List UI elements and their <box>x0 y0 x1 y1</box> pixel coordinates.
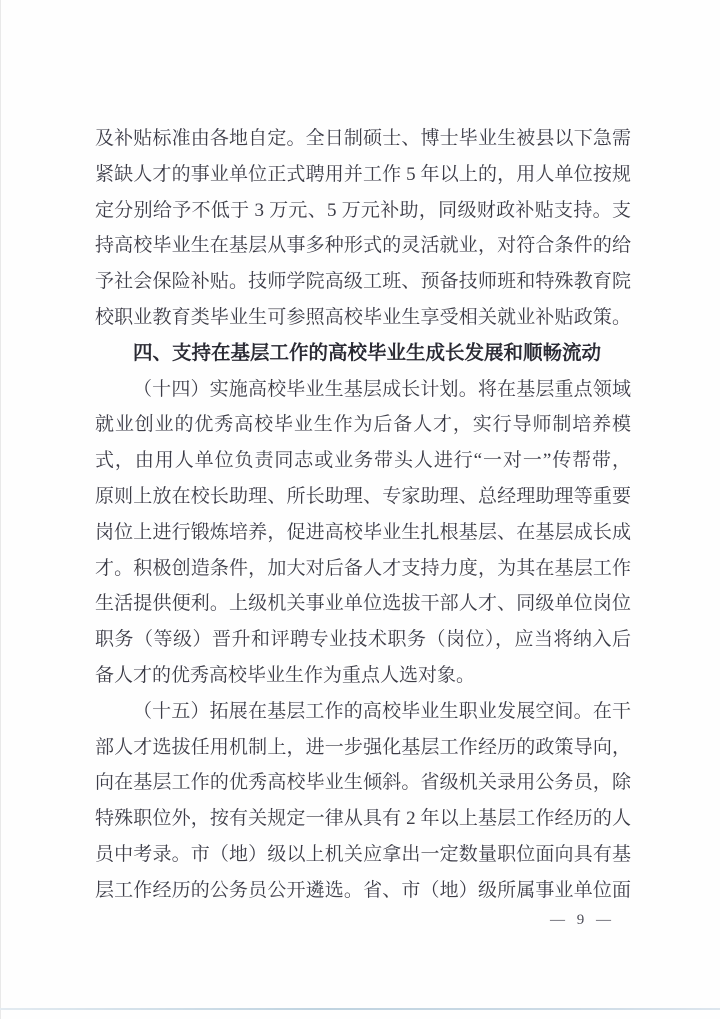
text-line: 特殊职位外，按有关规定一律从具有 2 年以上基层工作经历的人 <box>95 808 631 830</box>
section-heading: 四、支持在基层工作的高校毕业生成长发展和顺畅流动 <box>133 341 602 364</box>
text-line: 式，由用人单位负责同志或业务带头人进行“一对一”传帮带， <box>95 450 631 472</box>
text-line: 员中考录。市（地）级以上机关应拿出一定数量职位面向具有基 <box>95 843 631 865</box>
text-line: 持高校毕业生在基层从事多种形式的灵活就业，对符合条件的给 <box>95 235 631 257</box>
text-line: 部人才选拔任用机制上，进一步强化基层工作经历的政策导向， <box>95 736 631 758</box>
text-line: 校职业教育类毕业生可参照高校毕业生享受相关就业补贴政策。 <box>95 306 631 328</box>
text-line: 才。积极创造条件，加大对后备人才支持力度，为其在基层工作 <box>95 557 631 579</box>
text-line: 紧缺人才的事业单位正式聘用并工作 5 年以上的，用人单位按规 <box>95 163 631 185</box>
text-line: 及补贴标准由各地自定。全日制硕士、博士毕业生被县以下急需 <box>95 128 631 149</box>
text-line: 层工作经历的公务员公开遴选。省、市（地）级所属事业单位面 <box>95 879 631 901</box>
text-line: 职务（等级）晋升和评聘专业技术职务（岗位），应当将纳入后 <box>95 629 631 651</box>
text-line: 原则上放在校长助理、所长助理、专家助理、总经理助理等重要 <box>95 485 631 507</box>
scan-edge-artifact <box>0 0 1 1019</box>
text-line: 岗位上进行锻炼培养，促进高校毕业生扎根基层、在基层成长成 <box>95 521 631 543</box>
text-line: 予社会保险补贴。技师学院高级工班、预备技师班和特殊教育院 <box>95 271 631 293</box>
text-line: 就业创业的优秀高校毕业生作为后备人才，实行导师制培养模 <box>95 414 631 436</box>
clause-14-line: （十四）实施高校毕业生基层成长计划。将在基层重点领域 <box>133 378 631 400</box>
text-line: 向在基层工作的优秀高校毕业生倾斜。省级机关录用公务员，除 <box>95 772 631 794</box>
text-line: 定分别给予不低于 3 万元、5 万元补助，同级财政补贴支持。支 <box>95 199 631 221</box>
clause-15-line: （十五）拓展在基层工作的高校毕业生职业发展空间。在干 <box>133 700 631 722</box>
document-body <box>95 121 631 909</box>
bottom-rule <box>0 1008 720 1010</box>
text-line: 生活提供便利。上级机关事业单位选拔干部人才、同级单位岗位 <box>95 593 631 615</box>
paragraph-end-line: 备人才的优秀高校毕业生作为重点人选对象。 <box>95 664 476 686</box>
page-number: — 9 — <box>550 912 615 928</box>
